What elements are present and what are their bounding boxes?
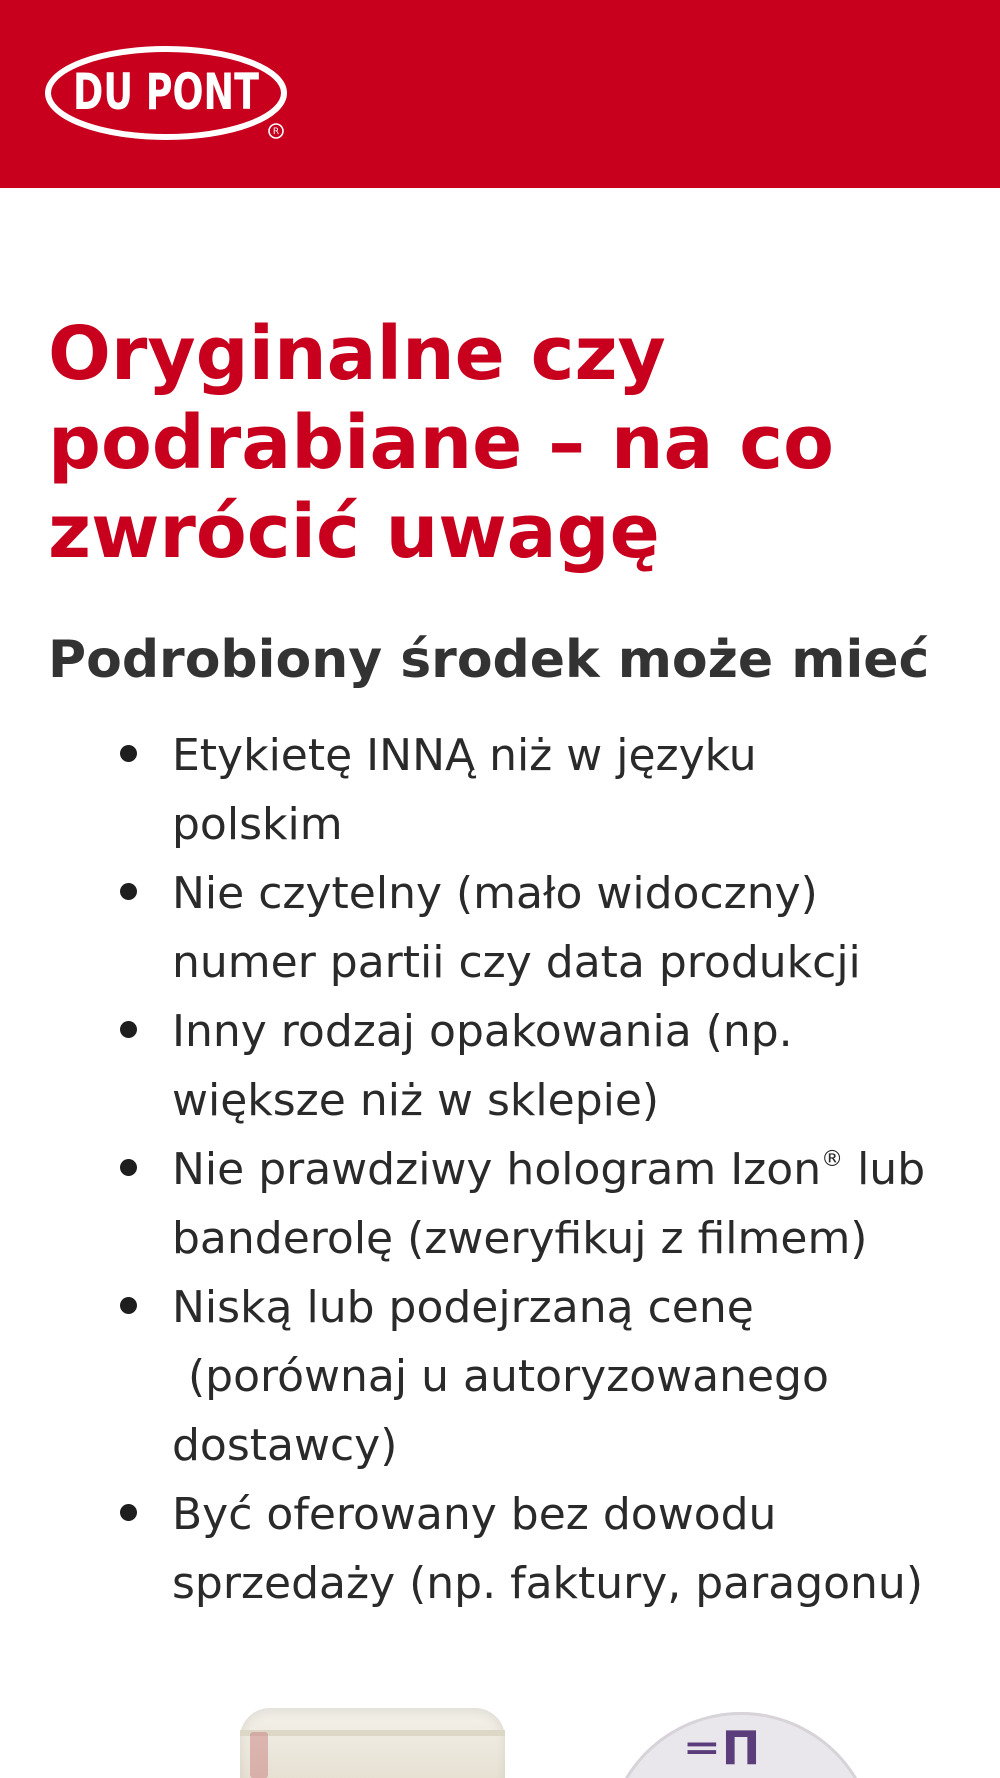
list-item <box>48 1135 968 1273</box>
bottle-label-mark <box>250 1732 268 1778</box>
section-subtitle: Podrobiony środek może mieć <box>48 630 930 690</box>
product-photos <box>0 1700 1000 1778</box>
list-item <box>48 721 968 859</box>
title-line: podrabiane – na co <box>48 400 834 486</box>
list-item-text <box>172 1135 968 1204</box>
svg-text:DU PONT: DU PONT <box>73 63 260 121</box>
svg-text:R: R <box>272 127 280 137</box>
list-item-text: Inny rodzaj opakowania (np. <box>172 1006 793 1057</box>
bottle-cap-ridge <box>240 1730 505 1736</box>
bullet-icon <box>120 1021 137 1038</box>
bullet-icon <box>120 1297 137 1314</box>
list-item-text: sprzedaży (np. faktury, paragonu) <box>172 1558 923 1609</box>
list-item-text: Być oferowany bez dowodu <box>172 1489 777 1540</box>
list-item-text: (porównaj u autoryzowanego <box>188 1351 829 1402</box>
bullet-icon <box>120 883 137 900</box>
seal-print: ═П <box>688 1721 767 1775</box>
list-item-text: numer partii czy data produkcji <box>172 937 861 988</box>
list-item-text: banderolę (zweryfikuj z filmem) <box>172 1213 868 1264</box>
bullet-icon <box>120 1159 137 1176</box>
title-line: Oryginalne czy <box>48 311 666 397</box>
main-content <box>48 310 968 1618</box>
list-item <box>48 1273 968 1480</box>
list-item-text: Etykietę INNĄ niż w języku <box>172 730 757 781</box>
list-item-text: Nie czytelny (mało widoczny) <box>172 868 818 919</box>
bullet-icon <box>120 745 137 762</box>
bullet-icon <box>120 1504 137 1521</box>
registered-mark: ® <box>821 1147 844 1172</box>
product-bottle-image <box>240 1708 505 1778</box>
list-item <box>48 997 968 1135</box>
list-item <box>48 1480 968 1618</box>
list-item-text: dostawcy) <box>172 1420 398 1471</box>
list-item-text-part: Nie prawdziwy hologram Izon <box>172 1144 822 1195</box>
list-item-text: polskim <box>172 799 343 850</box>
dupont-logo-icon <box>44 45 294 145</box>
page-title <box>48 310 968 577</box>
warning-list <box>48 721 968 1618</box>
list-item-text: większe niż w sklepie) <box>172 1075 660 1126</box>
top-banner <box>0 0 1000 188</box>
list-item <box>48 859 968 997</box>
list-item-text-part: lub <box>843 1144 926 1195</box>
list-item-text: Niską lub podejrzaną cenę <box>172 1282 754 1333</box>
title-line: zwrócić uwagę <box>48 489 660 575</box>
